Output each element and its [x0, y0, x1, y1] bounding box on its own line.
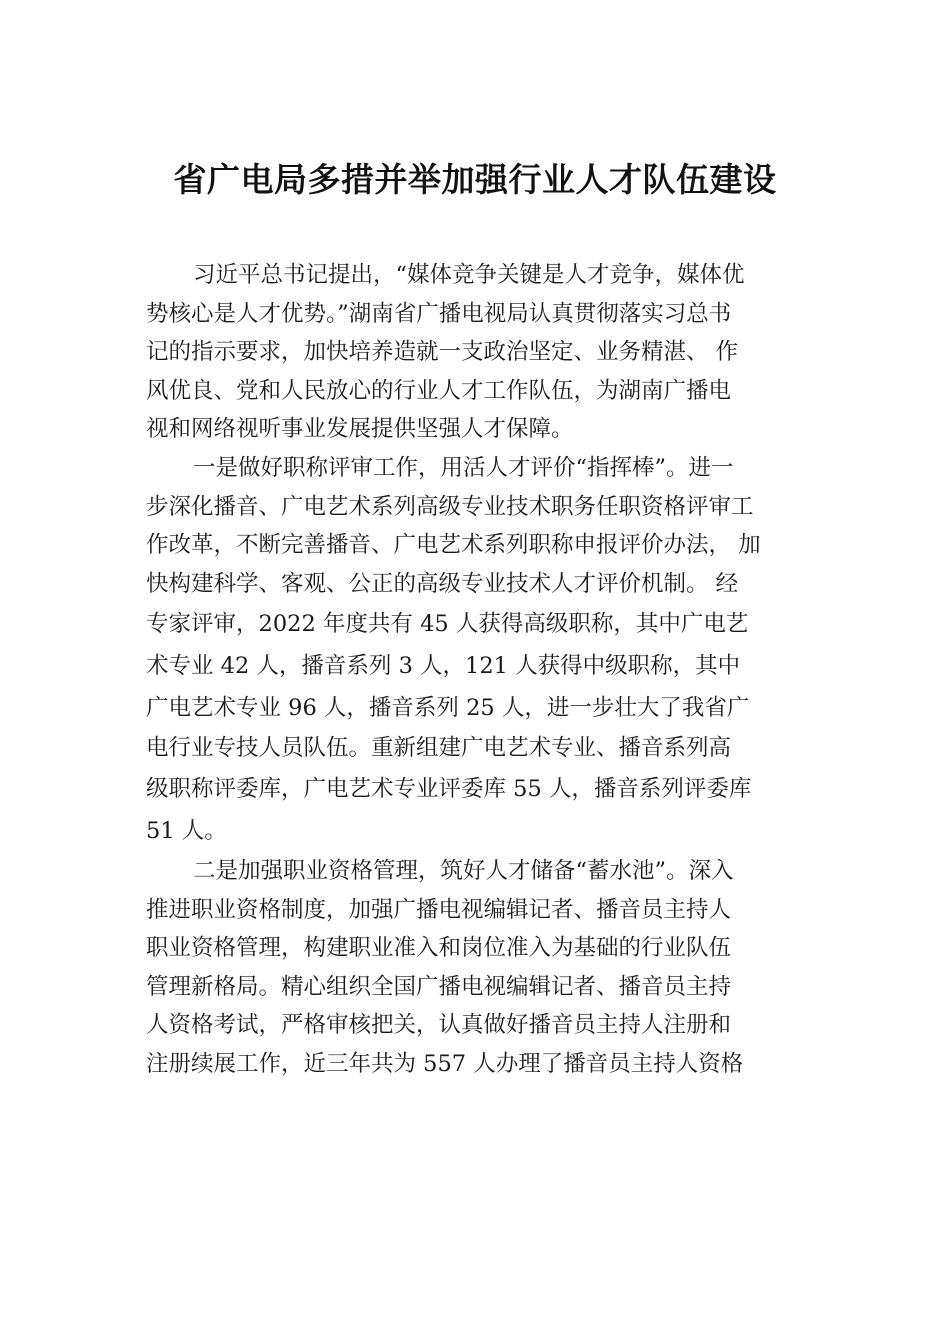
document-title: 省广电局多措并举加强行业人才队伍建设	[173, 160, 777, 199]
text-line: 作改革，不断完善播音、广电艺术系列职称申报评价办法， 加	[146, 532, 761, 559]
text-line: 一是做好职称评审工作，用活人才评价“指挥棒”。进一	[193, 454, 734, 481]
text-line: 注册续展工作，近三年共为 557 人办理了播音员主持人资格	[146, 1050, 744, 1077]
text-line: 专家评审，2022 年度共有 45 人获得高级职称，其中广电艺	[146, 611, 749, 638]
text-line: 记的指示要求，加快培养造就一支政治坚定、业务精湛、 作	[146, 339, 739, 366]
text-line: 推进职业资格制度，加强广播电视编辑记者、播音员主持人	[146, 896, 732, 923]
text-line: 术专业 42 人，播音系列 3 人，121 人获得中级职称，其中	[146, 653, 741, 680]
text-line: 视和网络视听事业发展提供坚强人才保障。	[146, 416, 574, 443]
text-line: 势核心是人才优势。”湖南省广播电视局认真贯彻落实习总书	[146, 300, 732, 327]
document-body	[146, 256, 814, 1084]
text-line: 职业资格管理，构建职业准入和岗位准入为基础的行业队伍	[146, 935, 732, 962]
text-line: 二是加强职业资格管理，筑好人才储备“蓄水池”。深入	[193, 857, 734, 884]
text-line: 级职称评委库，广电艺术专业评委库 55 人，播音系列评委库	[146, 775, 752, 802]
paragraph-qualification-management	[146, 852, 814, 1084]
text-line: 广电艺术专业 96 人，播音系列 25 人，进一步壮大了我省广	[146, 695, 750, 722]
text-line: 习近平总书记提出，“媒体竞争关键是人才竞争，媒体优	[193, 262, 745, 288]
text-line: 电行业专技人员队伍。重新组建广电艺术专业、播音系列高	[146, 735, 732, 762]
text-line: 51 人。	[146, 817, 227, 844]
text-line: 管理新格局。精心组织全国广播电视编辑记者、播音员主持	[146, 973, 732, 1000]
paragraph-intro	[146, 256, 814, 449]
text-line: 人资格考试，严格审核把关，认真做好播音员主持人注册和	[146, 1012, 732, 1039]
text-line: 风优良、党和人民放心的行业人才工作队伍，为湖南广播电	[146, 377, 732, 404]
paragraph-title-evaluation	[146, 449, 814, 852]
text-line: 步深化播音、广电艺术系列高级专业技术职务任职资格评审工	[146, 493, 754, 520]
text-line: 快构建科学、客观、公正的高级专业技术人才评价机制。 经	[146, 570, 739, 597]
